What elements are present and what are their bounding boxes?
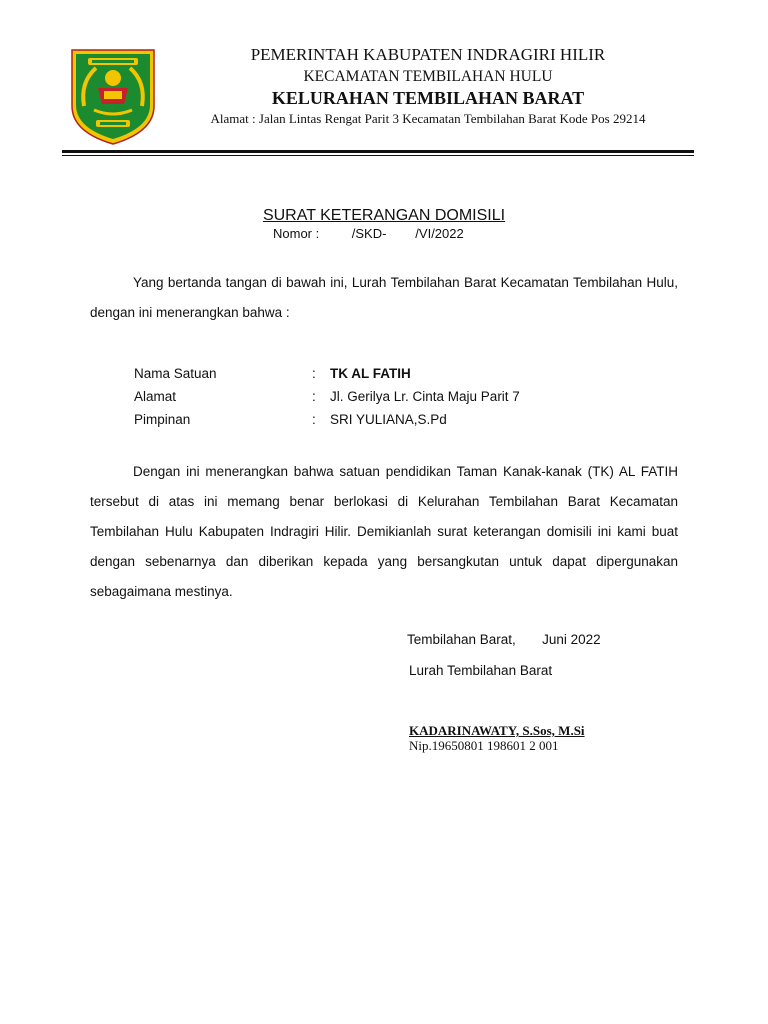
signatory-nip: Nip.19650801 198601 2 001 [409,738,559,753]
field-value: Jl. Gerilya Lr. Cinta Maju Parit 7 [330,389,520,404]
regency-emblem-icon [70,48,156,146]
field-value: TK AL FATIH [330,366,411,381]
field-value: SRI YULIANA,S.Pd [330,412,447,427]
letter-number: Nomor : /SKD- /VI/2022 [273,226,464,241]
signature-position: Lurah Tembilahan Barat [409,663,553,678]
intro-paragraph: Yang bertanda tangan di bawah ini, Lurah Tembilahan Barat Kecamatan Tembilahan Hulu, dengan ini menerangkan bahwa : [90,275,678,320]
field-label: Nama Satuan [134,366,217,381]
letterhead-address: Alamat : Jalan Lintas Rengat Parit 3 Kecamatan Tembilahan Barat Kode Pos 29214 [210,111,646,126]
field-separator: : [312,412,316,427]
letterhead-government: PEMERINTAH KABUPATEN INDRAGIRI HILIR [250,45,606,64]
letterhead-divider-thick [62,150,694,153]
letterhead-district: KECAMATAN TEMBILAHAN HULU [303,68,553,85]
signatory-name: KADARINAWATY, S.Sos, M.Si [409,723,585,738]
letterhead-divider-thin [62,155,694,156]
field-label: Pimpinan [134,412,191,427]
letter-title: SURAT KETERANGAN DOMISILI [262,207,506,224]
signature-place-date: Tembilahan Barat, Juni 2022 [407,632,601,647]
field-separator: : [312,366,316,381]
body-paragraph: Dengan ini menerangkan bahwa satuan pendidikan Taman Kanak-kanak (TK) AL FATIH tersebut di atas ini memang benar berlokasi di Kelurahan Tembilahan Barat Kecamatan Tembilahan Hulu Kabupaten Indragiri Hilir. Demikianlah surat keterangan domisili ini kami buat dengan sebenarnya dan diberikan kepada yang bersangkutan untuk dapat dipergunakan sebagaimana mestinya. [90,464,678,599]
letterhead-village: KELURAHAN TEMBILAHAN BARAT [271,88,585,108]
field-separator: : [312,389,316,404]
field-label: Alamat [134,389,177,404]
